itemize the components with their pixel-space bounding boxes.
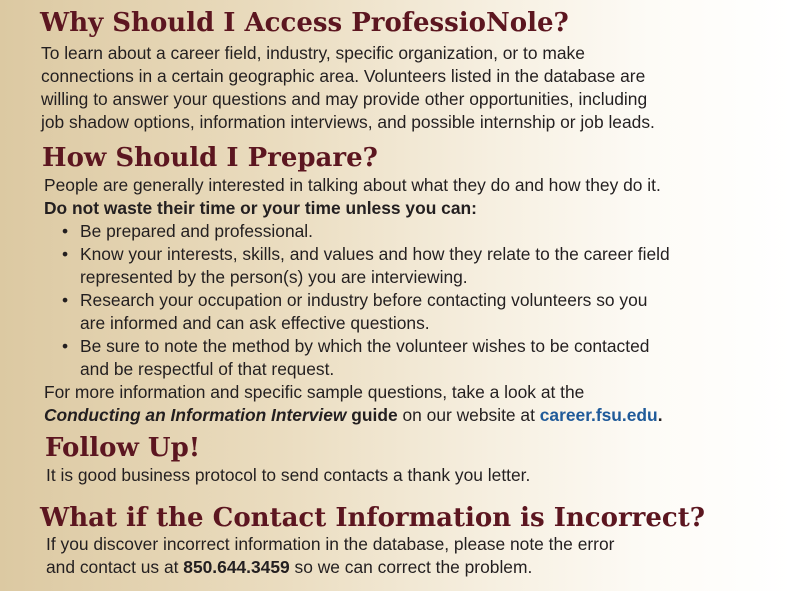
paragraph-how-prepare [44,174,670,427]
text-line: For more information and specific sample questions, take a look at the [44,382,585,402]
heading-incorrect-info: What if the Contact Information is Incorrect? [40,503,705,533]
paragraph-why-access [41,42,655,134]
bullet-icon: • [62,221,69,241]
text-line: are informed and can ask effective questions. [80,313,430,333]
heading-follow-up: Follow Up! [45,433,201,463]
bold-instruction: Do not waste their time or your time unless you can: [44,198,477,218]
heading-why-access: Why Should I Access ProfessioNole? [40,8,569,38]
text-line: It is good business protocol to send contacts a thank you letter. [46,465,531,485]
paragraph-incorrect-info [46,533,614,579]
bullet-icon: • [62,290,69,310]
text-line: If you discover incorrect information in the database, please note the error [46,534,615,554]
text-line: To learn about a career field, industry, specific organization, or to make [41,43,585,63]
guide-middle-text: on our website at [397,405,540,425]
contact-text: and contact us at [46,557,184,577]
text-line [46,556,614,579]
guide-title: Conducting an Information Interview [44,405,347,425]
text-line: Be prepared and professional. [80,221,313,241]
text-line: job shadow options, information interviews, and possible internship or job leads. [41,112,655,132]
guide-word: guide [346,405,398,425]
website-link[interactable]: career.fsu.edu [539,405,658,425]
list-item [44,335,670,381]
list-item [44,243,670,289]
text-line: connections in a certain geographic area. Volunteers listed in the database are [41,66,646,86]
text-line: Be sure to note the method by which the volunteer wishes to be contacted [80,336,650,356]
bullet-list [44,220,670,381]
text-line: Research your occupation or industry before contacting volunteers so you [80,290,648,310]
paragraph-follow-up [46,464,530,487]
bullet-icon: • [62,336,69,356]
period: . [657,405,663,425]
list-item [44,220,670,243]
text-line: People are generally interested in talking about what they do and how they do it. [44,175,661,195]
text-line: willing to answer your questions and may provide other opportunities, including [41,89,648,109]
contact-text-end: so we can correct the problem. [289,557,533,577]
list-item [44,289,670,335]
heading-how-prepare: How Should I Prepare? [42,143,378,173]
text-line [44,404,670,427]
phone-number: 850.644.3459 [183,557,290,577]
text-line: and be respectful of that request. [80,359,335,379]
text-line: represented by the person(s) you are interviewing. [80,267,468,287]
bullet-icon: • [62,244,69,264]
text-line: Know your interests, skills, and values and how they relate to the career field [80,244,670,264]
